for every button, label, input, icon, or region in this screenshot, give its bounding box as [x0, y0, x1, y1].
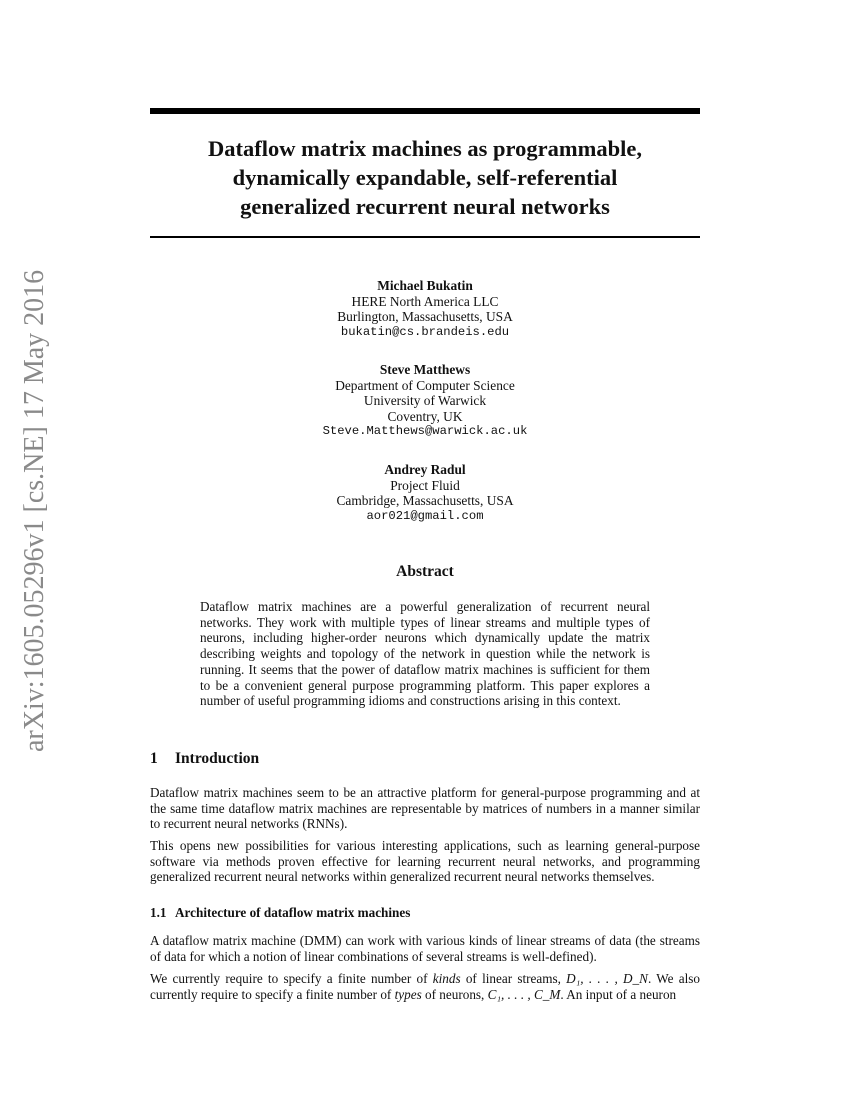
author-email[interactable]: Steve.Matthews@warwick.ac.uk — [322, 424, 528, 438]
subsection-title: Architecture of dataflow matrix machines — [175, 905, 411, 920]
math-streams: D₁, . . . , D_N — [566, 971, 648, 986]
author-block-bukatin — [150, 278, 700, 340]
section-number: 1 — [150, 750, 158, 767]
subsection-number: 1.1 — [150, 905, 167, 920]
author-block-radul — [150, 462, 700, 524]
architecture-paragraph: A dataflow matrix machine (DMM) can work with various kinds of linear streams of data (the streams of data for which a notion of linear combinations of several streams is well-defined). — [150, 933, 700, 964]
abstract-text: Dataflow matrix machines are a powerful generalization of recurrent neural networks. They work with multiple types of linear streams and multiple types of neurons, including higher-order neurons which dynamically update the matrix describing weights and topology of the network in question while the network is running. It seems that the power of dataflow matrix machines is sufficient for them to be a convenient general purpose programming platform. This paper explores a number of useful programming idioms and constructions arising in this context. — [200, 599, 650, 709]
title-line: generalized recurrent neural networks — [240, 194, 610, 219]
author-location: Coventry, UK — [387, 408, 463, 424]
author-location: Cambridge, Massachusetts, USA — [336, 493, 514, 508]
author-block-matthews — [150, 362, 700, 440]
arxiv-stamp-text: arXiv:1605.05296v1 [cs.NE] 17 May 2016 — [19, 269, 50, 752]
title-bottom-rule — [150, 236, 700, 238]
title-line: Dataflow matrix machines as programmable, — [208, 136, 642, 161]
math-neuron-types: C₁, . . . , C_M — [487, 986, 561, 1002]
author-name: Michael Bukatin — [377, 278, 473, 293]
emphasis-types: types — [394, 986, 422, 1002]
author-department: Department of Computer Science — [335, 377, 515, 393]
intro-paragraph: Dataflow matrix machines seem to be an attractive platform for general-purpose programming and at the same time dataflow matrix machines are representable by matrices of numbers in a manner similar to recurrent neural networks (RNNs). — [150, 785, 700, 832]
text-run: . An input of a neuron — [560, 986, 677, 1002]
text-run: We currently require to specify a finite number of — [150, 971, 433, 986]
intro-paragraph: This opens new possibilities for various interesting applications, such as learning general-purpose software via methods proven effective for learning recurrent neural networks, and programming generalized recurrent neural networks within generalized recurrent neural networks themselves. — [150, 838, 700, 885]
author-name: Andrey Radul — [384, 462, 466, 477]
abstract-heading: Abstract — [396, 563, 454, 580]
subsection-heading-architecture — [150, 905, 410, 921]
section-title: Introduction — [175, 750, 260, 767]
section-heading-introduction — [150, 750, 259, 768]
author-email[interactable]: bukatin@cs.brandeis.edu — [340, 324, 510, 339]
author-name: Steve Matthews — [379, 362, 471, 377]
title-line: dynamically expandable, self-referential — [232, 165, 618, 190]
paper-title — [150, 134, 700, 221]
author-affiliation: University of Warwick — [363, 393, 487, 408]
text-run: of neurons, — [421, 986, 488, 1002]
title-top-rule — [150, 108, 700, 114]
emphasis-kinds: kinds — [432, 971, 461, 986]
text-run: of linear streams, — [460, 971, 567, 986]
architecture-paragraph-kinds — [150, 971, 700, 1002]
author-email[interactable]: aor021@gmail.com — [366, 508, 484, 523]
author-affiliation: HERE North America LLC — [351, 293, 499, 309]
author-affiliation: Project Fluid — [390, 477, 460, 493]
arxiv-stamp — [19, 256, 50, 752]
author-location: Burlington, Massachusetts, USA — [337, 309, 513, 324]
text-run: . We also currently require to specify a finite number of — [150, 971, 700, 1002]
